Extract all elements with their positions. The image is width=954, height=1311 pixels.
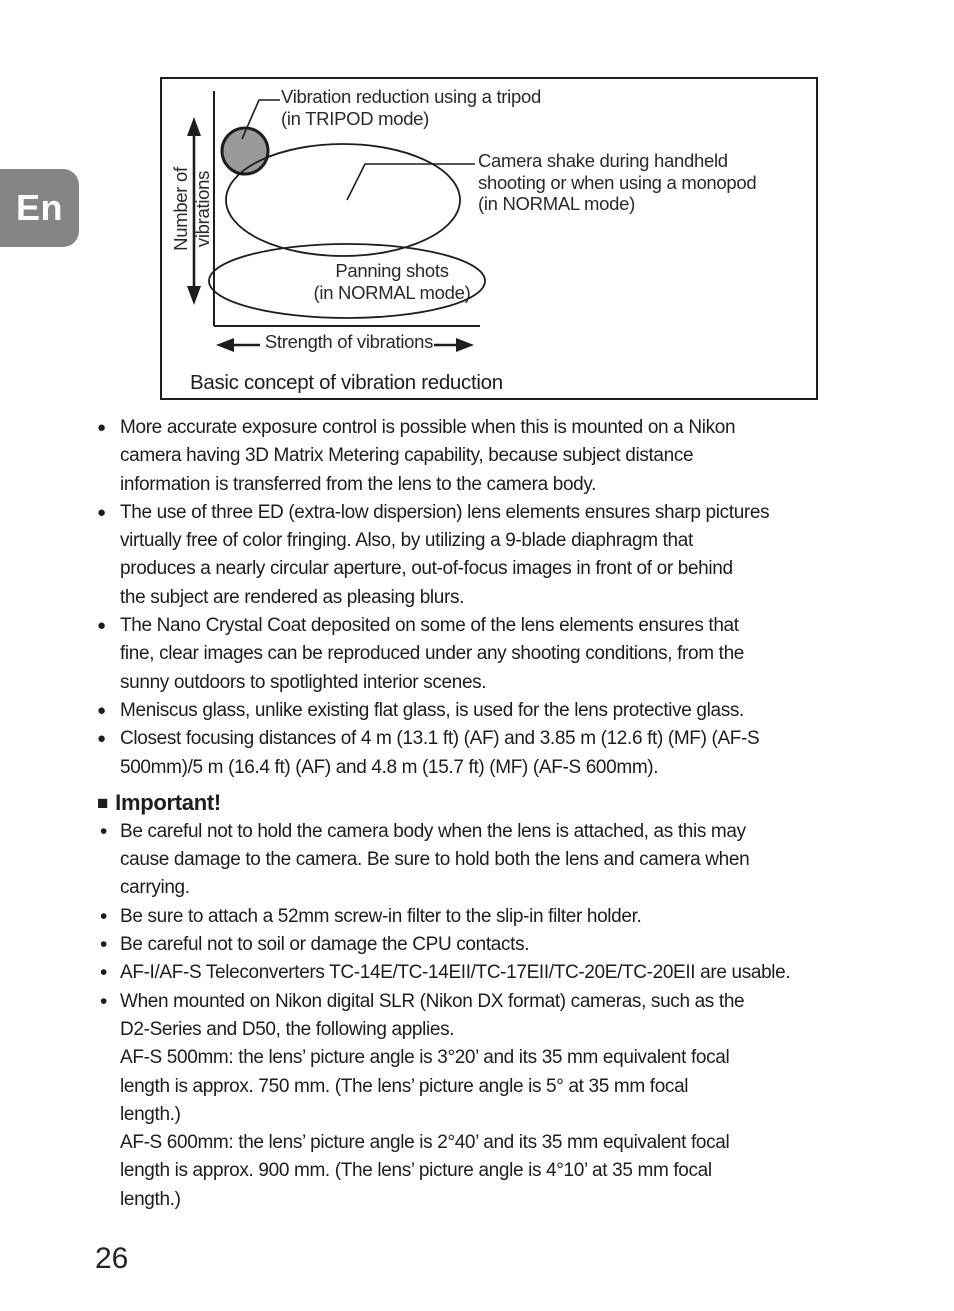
text-line: When mounted on Nikon digital SLR (Nikon DX format) cameras, such as the (120, 990, 745, 1012)
page-number: 26 (95, 1242, 129, 1275)
text-line: The Nano Crystal Coat deposited on some of the lens elements ensures that (120, 615, 739, 637)
important-item (97, 818, 907, 903)
bullet-icon: ● (97, 617, 106, 635)
important-item (97, 988, 907, 1214)
text-line: information is transferred from the lens to the camera body. (120, 473, 597, 495)
text-line: AF-I/AF-S Teleconverters TC-14E/TC-14EII/TC-17EII/TC-20E/TC-20EII are usable. (120, 962, 791, 984)
text-line: Be sure to attach a 52mm screw-in filter to the slip-in filter holder. (120, 905, 642, 927)
panning-shots-label (314, 260, 471, 303)
y-axis-label (170, 144, 214, 274)
feature-item (97, 612, 907, 697)
text-line: length.) (120, 1188, 181, 1210)
text-line: Meniscus glass, unlike existing flat glass, is used for the lens protective glass. (120, 699, 744, 721)
text-line: virtually free of color fringing. Also, by utilizing a 9-blade diaphragm that (120, 530, 693, 552)
panning-label-line2: (in NORMAL mode) (313, 281, 471, 303)
tripod-mode-circle (222, 128, 268, 174)
text-line: camera having 3D Matrix Metering capability, because subject distance (120, 445, 694, 467)
normal-label-line3: (in NORMAL mode) (478, 193, 635, 214)
y-axis-label-line1: Number of (170, 167, 191, 251)
tripod-label-line2: (in TRIPOD mode) (281, 107, 430, 129)
important-item (97, 959, 907, 987)
text-line: AF-S 600mm: the lens’ picture angle is 2°40’ and its 35 mm equivalent focal (120, 1132, 730, 1154)
important-heading (97, 789, 907, 818)
panning-label-line1: Panning shots (335, 260, 449, 281)
language-tab-label: En (15, 187, 63, 228)
text-line: More accurate exposure control is possible when this is mounted on a Nikon (120, 417, 736, 438)
text-line: Closest focusing distances of 4 m (13.1 ft) (AF) and 3.85 m (12.6 ft) (MF) (AF-S (120, 728, 760, 750)
bullet-icon: ● (97, 503, 106, 521)
feature-item (97, 725, 907, 782)
text-line: length is approx. 900 mm. (The lens’ picture angle is 4°10’ at 35 mm focal (120, 1160, 712, 1182)
text-line: 500mm)/5 m (16.4 ft) (AF) and 4.8 m (15.7 ft) (MF) (AF-S 600mm). (120, 756, 659, 778)
feature-item (97, 697, 907, 725)
bullet-icon: • (100, 961, 108, 985)
normal-label-leader-line (347, 164, 475, 200)
important-heading-label: Important! (115, 790, 221, 816)
tripod-label-line1: Vibration reduction using a tripod (281, 86, 541, 107)
x-axis-right-arrow (434, 338, 474, 352)
normal-label-line1: Camera shake during handheld (478, 150, 728, 171)
text-line: the subject are rendered as pleasing blurs. (120, 586, 465, 608)
text-line: The use of three ED (extra-low dispersion) lens elements ensures sharp pictures (120, 501, 770, 523)
normal-mode-label (478, 150, 756, 215)
text-line: Be careful not to soil or damage the CPU contacts. (120, 934, 530, 956)
normal-mode-ellipse (226, 144, 460, 256)
y-axis-label-line2: vibrations (191, 170, 213, 248)
body-text (97, 414, 907, 1214)
bullet-icon: ● (97, 730, 106, 748)
tripod-mode-label (281, 86, 541, 129)
language-tab-en (0, 169, 79, 247)
text-line: Be careful not to hold the camera body when the lens is attached, as this may (120, 820, 746, 842)
feature-item (97, 414, 907, 499)
bullet-icon: • (100, 989, 108, 1013)
bullet-icon: ● (97, 419, 106, 436)
x-axis-left-arrow (216, 338, 260, 352)
text-line: length is approx. 750 mm. (The lens’ picture angle is 5° at 35 mm focal (120, 1075, 689, 1097)
important-item (97, 931, 907, 959)
bullet-icon: • (100, 904, 108, 928)
important-item (97, 903, 907, 931)
text-line: AF-S 500mm: the lens’ picture angle is 3°20’ and its 35 mm equivalent focal (120, 1047, 730, 1069)
text-line: carrying. (120, 877, 190, 899)
text-line: sunny outdoors to spotlighted interior scenes. (120, 671, 487, 693)
text-line: produces a nearly circular aperture, out-of-focus images in front of or behind (120, 558, 733, 580)
bullet-icon: • (100, 819, 108, 843)
normal-label-line2: shooting or when using a monopod (478, 171, 757, 193)
text-line: length.) (120, 1103, 181, 1125)
bullet-icon: • (100, 933, 108, 957)
x-axis-label: Strength of vibrations (264, 331, 434, 352)
text-line: cause damage to the camera. Be sure to hold both the lens and camera when (120, 849, 750, 871)
bullet-icon: ● (97, 701, 106, 719)
vibration-reduction-diagram (160, 77, 818, 400)
text-line: D2-Series and D50, the following applies. (120, 1018, 455, 1040)
square-bullet-icon: ■ (97, 792, 109, 814)
diagram-caption: Basic concept of vibration reduction (190, 371, 503, 394)
text-line: fine, clear images can be reproduced under any shooting conditions, from the (120, 643, 745, 665)
feature-item (97, 499, 907, 612)
